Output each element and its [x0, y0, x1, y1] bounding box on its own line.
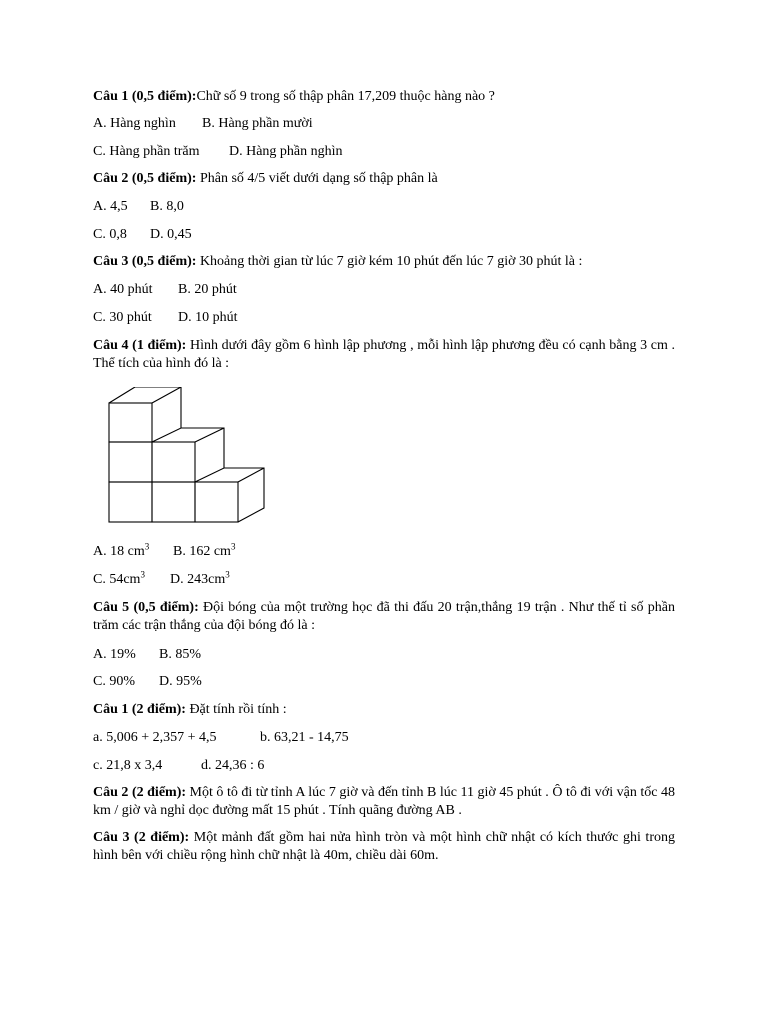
problem-3 [93, 829, 675, 865]
option-b: B. 162 $cm^3$ [173, 541, 236, 559]
question-4-label: Câu 4 (1 điểm): [93, 338, 187, 353]
question-1-options-row-2 [93, 143, 343, 161]
question-2-text: Phân số 4/5 viết dưới dạng số thập phân là [196, 171, 438, 186]
question-3-label: Câu 3 (0,5 điểm): [93, 254, 197, 269]
cube-front-bottom-left [109, 482, 152, 522]
question-1-text: Chữ số 9 trong số thập phân 17,209 thuộc hàng nào ? [196, 89, 495, 104]
problem-1-item-b: b. 63,21 - 14,75 [260, 730, 349, 745]
problem-1-label: Câu 1 (2 điểm): [93, 702, 186, 717]
problem-1-text: Đặt tính rồi tính : [185, 702, 287, 717]
option-d: D. 10 phút [178, 310, 238, 325]
option-d: D. 0,45 [150, 227, 192, 242]
question-3-text: Khoảng thời gian từ lúc 7 giờ kém 10 phút đến lúc 7 giờ 30 phút là : [196, 254, 583, 269]
problem-2-label: Câu 2 (2 điểm): [93, 785, 187, 800]
option-b: B. Hàng phần mười [202, 116, 313, 131]
option-a: A. Hàng nghìn [93, 116, 176, 131]
question-5-options-row-2 [93, 673, 202, 691]
cube-front-bottom-right [195, 482, 238, 522]
question-4 [93, 337, 675, 373]
question-3-options-row-1 [93, 281, 237, 299]
question-1-options-row-1 [93, 115, 313, 133]
question-3-options-row-2 [93, 309, 238, 327]
cube-front-mid-right [152, 442, 195, 482]
question-4-options-row-1 [93, 543, 235, 561]
option-c: C. 30 phút [93, 310, 152, 325]
option-c: C. 90% [93, 674, 135, 689]
question-4-options-row-2 [93, 571, 230, 589]
option-a: A. 4,5 [93, 199, 128, 214]
option-c: C. Hàng phần trăm [93, 144, 200, 159]
question-5 [93, 599, 675, 635]
problem-1-item-a: a. 5,006 + 2,357 + 4,5 [93, 730, 217, 745]
question-5-options-row-1 [93, 646, 201, 664]
problem-2-text: Một ô tô đi từ tỉnh A lúc 7 giờ và đến tỉnh B lúc 11 giờ 45 phút . Ô tô đi với vận tốc 48 km / giờ và nghỉ dọc đường mất 15 phút . Tính quãng đường AB . [93, 785, 675, 818]
question-1 [93, 88, 495, 106]
option-b: B. 85% [159, 647, 201, 662]
problem-1-items-row-2 [93, 757, 264, 775]
problem-1 [93, 701, 287, 719]
cube-stack-figure [107, 387, 267, 527]
option-c: C. $54cm^3$ [93, 569, 145, 587]
question-5-text: Đội bóng của một trường học đã thi đấu 20 trận,thắng 19 trận . Như thế tỉ số phần trăm các trận thắng của đội bóng đó là : [93, 600, 675, 633]
option-d: D. Hàng phần nghìn [229, 144, 343, 159]
option-d: D. 95% [159, 674, 202, 689]
problem-1-items-row-1 [93, 729, 349, 747]
cube-front-top [109, 403, 152, 442]
cube-front-bottom-mid [152, 482, 195, 522]
question-4-text: Hình dưới đây gồm 6 hình lập phương , mỗi hình lập phương đều có cạnh bằng 3 cm . Thể tích của hình đó là : [93, 338, 676, 371]
question-1-label: Câu 1 (0,5 điểm): [93, 89, 197, 104]
question-2-label: Câu 2 (0,5 điểm): [93, 171, 197, 186]
option-b: B. 8,0 [150, 199, 184, 214]
option-b: B. 20 phút [178, 282, 237, 297]
option-c: C. 0,8 [93, 227, 127, 242]
problem-1-item-c: c. 21,8 x 3,4 [93, 758, 163, 773]
problem-3-label: Câu 3 (2 điểm): [93, 830, 190, 845]
problem-2 [93, 784, 675, 820]
problem-1-item-d: d. 24,36 : 6 [201, 758, 265, 773]
question-2 [93, 170, 438, 188]
problem-3-text: Một mảnh đất gồm hai nửa hình tròn và một hình chữ nhật có kích thước ghi trong hình bên với chiều rộng hình chữ nhật là 40m, chiều dài 60m. [93, 830, 675, 863]
option-a: A. 40 phút [93, 282, 153, 297]
cube-front-mid-left [109, 442, 152, 482]
option-d: D. $243cm^3$ [170, 569, 230, 587]
question-2-options-row-1 [93, 198, 184, 216]
cube-stack-drawing [109, 387, 264, 522]
option-a: A. 18 $cm^3$ [93, 541, 150, 559]
question-3 [93, 253, 582, 271]
question-5-label: Câu 5 (0,5 điểm): [93, 600, 199, 615]
question-2-options-row-2 [93, 226, 192, 244]
option-a: A. 19% [93, 647, 136, 662]
